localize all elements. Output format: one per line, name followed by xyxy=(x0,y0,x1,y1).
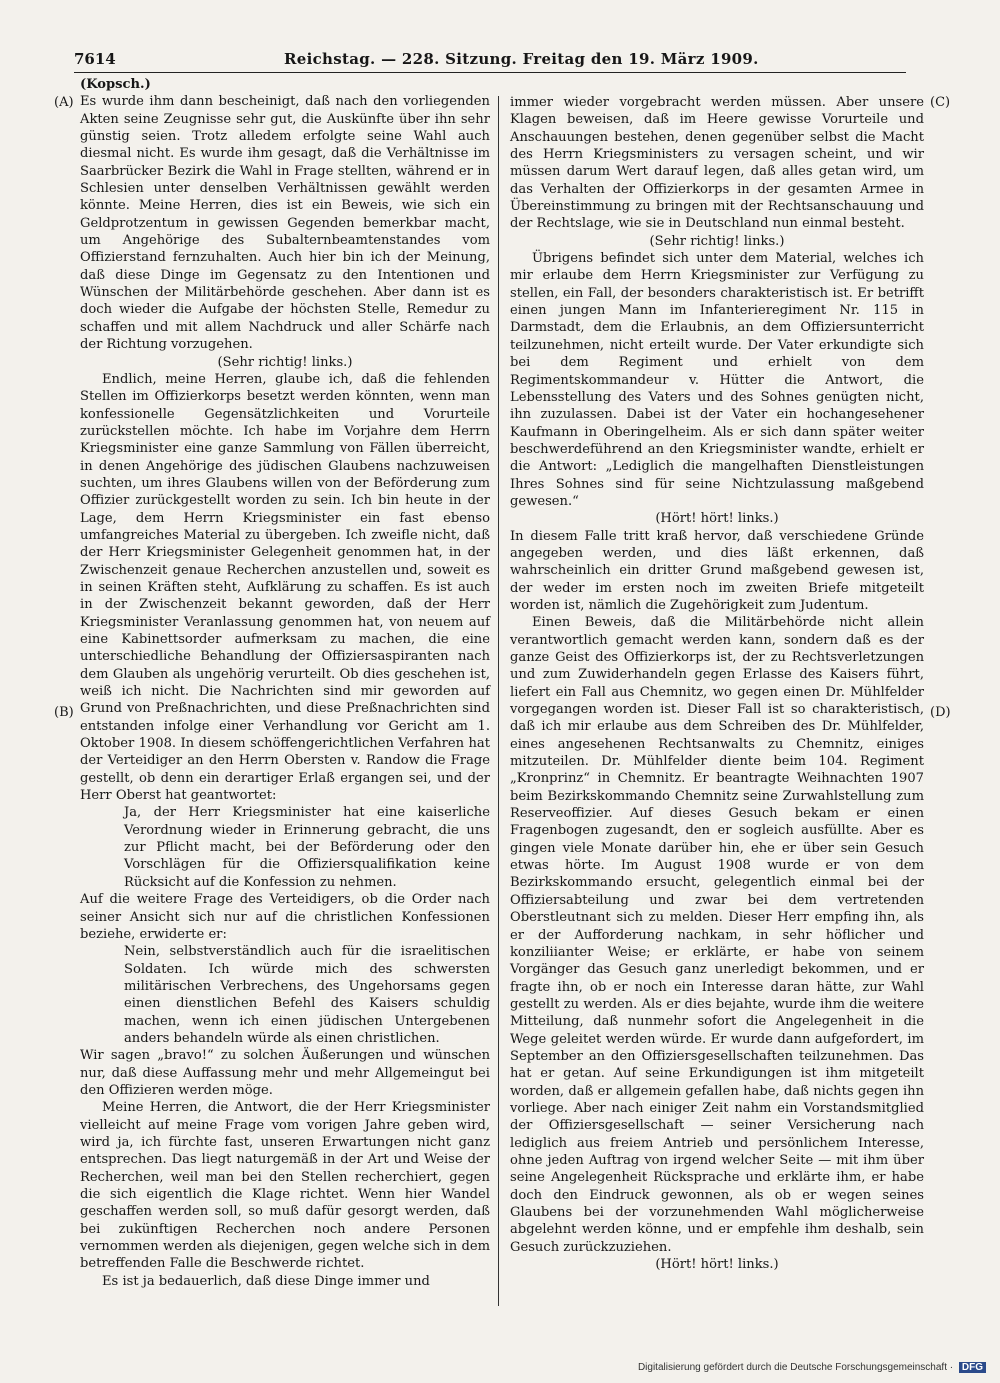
paragraph: immer wieder vorgebracht werden müssen. Aber unsere Klagen beweisen, daß im Heere gewisse Vorurteile und Anschauungen bestehen, denen gegenüber selbst die Macht des Herrn Kriegsministers zu versagen scheint, und wir müssen darum Wert darauf legen, daß alles getan wird, um das Verhalten der Offizierkorps in der gesamten Armee in Übereinstimmung zu bringen mit der Rechtsanschauung und der Rechtslage, wie sie in Deutschland nun einmal besteht. xyxy=(510,95,924,232)
margin-marker-b: (B) xyxy=(54,705,74,720)
margin-marker-d: (D) xyxy=(930,705,951,720)
interjection: (Sehr richtig! links.) xyxy=(217,354,353,370)
block-quote: Nein, selbstverständlich auch für die israelitischen Soldaten. Ich würde mich des schwersten militärischen Verbrechens, des Ungehorsams gegen einen dienstlichen Befehl des Kaisers schuldig machen, wenn ich einen jüdischen Untergebenen anders behandeln würde als einen christlichen. xyxy=(124,944,490,1046)
digitization-credit xyxy=(638,1362,986,1373)
paragraph: In diesem Falle tritt kraß hervor, daß verschiedene Gründe angegeben werden, und dies läßt erkennen, daß wahrscheinlich ein dritter Grund maßgebend gewesen ist, der weder im ersten noch im zweiten Briefe mitgeteilt worden ist, nämlich die Zugehörigkeit zum Judentum. xyxy=(510,528,924,613)
paragraph: Übrigens befindet sich unter dem Material, welches ich mir erlaube dem Herrn Kriegsminister zur Verfügung zu stellen, ein Fall, der besonders charakteristisch ist. Er betrifft einen jungen Mann im Infanterieregiment Nr. 115 in Darmstadt, dem die Erlaubnis, an dem Offiziersunterricht teilzunehmen, nicht erteilt wurde. Der Vater erkundigte sich bei dem Regiment und erhielt von dem Regimentskommandeur v. Hütter die Antwort, die Lebensstellung des Vaters und des Sohnes genügten nicht, ihn zuzulassen. Dabei ist der Vater ein hochangesehener Kaufmann in Oberingelheim. Als er sich dann später weiter beschwerdeführend an den Kriegsminister wandte, erhielt er die Antwort: „Lediglich die mangelhaften Dienstleistungen Ihres Sohnes sind für seine Nichtzulassung maßgebend gewesen.“ xyxy=(510,251,924,509)
paragraph: Einen Beweis, daß die Militärbehörde nicht allein verantwortlich gemacht werden kann, sondern daß es der ganze Geist des Offizierkorps ist, der zu Rechtsverletzungen und zum Zuwiderhandeln gegen Erlasse des Kaisers führt, liefert ein Fall aus Chemnitz, wo gegen einen Dr. Mühlfelder vorgegangen worden ist. Dieser Fall ist so charakteristisch, daß ich mir erlaube aus dem Schreiben des Dr. Mühlfelder, eines angesehenen Rechtsanwalts zu Chemnitz, einiges mitzuteilen. Dr. Mühlfelder diente beim 104. Regiment „Kronprinz“ in Chemnitz. Er beantragte Weihnachten 1907 beim Bezirkskommando Chemnitz seine Zurwahlstellung zum Reserveoffizier. Auf dieses Gesuch bekam er einen Fragenbogen zugesandt, den er sogleich ausfüllte. Aber es gingen viele Monate darüber hin, ehe er über sein Gesuch etwas hörte. Im August 1908 wurde er von dem Bezirkskommando ersucht, gelegentlich einmal bei der Offiziersabteilung und zwar bei dem vertretenden Oberstleutnant sich zu melden. Dieser Herr empfing ihn, als er der Aufforderung nachkam, in sehr höflicher und konziliianter Weise; er erklärte, er habe von seinem Vorgänger das Gesuch ganz unerledigt bekommen, und er fragte ihn, ob er noch ein Interesse daran hätte, zur Wahl gestellt zu werden. Als er dies bejahte, wurde ihm die weitere Mitteilung, daß nunmehr sofort die Angelegenheit in die Wege geleitet werden würde. Er wurde dann aufgefordert, im September an den Offiziersgesellschaften teilzunehmen. Das hat er getan. Auf seine Erkundigungen ist ihm mitgeteilt worden, daß er allgemein gefallen habe, daß nichts gegen ihn vorliege. Aber nach einiger Zeit nahm ein Vorstandsmitglied der Offiziersgesellschaft — seiner Versicherung nach lediglich aus freiem Antrieb und persönlichem Interesse, ohne jeden Auftrag von irgend welcher Seite — mit ihm über seine Angelegenheit Rücksprache und erklärte ihm, er habe doch den Eindruck gewonnen, als ob er wegen seines Glaubens bei der vorzunehmenden Wahl möglicherweise abgelehnt werden könne, und er empfehle ihm deshalb, sein Gesuch zurückzuziehen. xyxy=(510,615,924,1255)
page-number: 7614 xyxy=(74,50,116,68)
margin-marker-c: (C) xyxy=(930,95,951,110)
credit-text: Digitalisierung gefördert durch die Deutsche Forschungsgemeinschaft · xyxy=(637,1362,954,1373)
page-header xyxy=(74,50,906,72)
paragraph: Es ist ja bedauerlich, daß diese Dinge immer und xyxy=(102,1273,430,1289)
interjection: (Hört! hört! links.) xyxy=(655,1257,779,1273)
paragraph: Auf die weitere Frage des Verteidigers, ob die Order nach seiner Ansicht sich nur auf die christlichen Konfessionen beziehe, erwiderte er: xyxy=(80,892,490,942)
left-column xyxy=(80,76,490,1290)
page-running-title: Reichstag. — 228. Sitzung. Freitag den 19. März 1909. xyxy=(284,50,759,68)
margin-marker-a: (A) xyxy=(54,95,74,110)
paragraph: Es wurde ihm dann bescheinigt, daß nach den vorliegenden Akten seine Zeugnisse sehr gut, die Auskünfte über ihn sehr günstig seien. Trotz alledem erfolgte seine Wahl auch diesmal nicht. Es wurde ihm gesagt, daß die Verhältnisse im Saarbrücker Bezirk die Wahl in Frage stellten, während er in Schlesien unter denselben Verhältnissen gewählt werden könnte. Meine Herren, dies ist ein Beweis, wie sich ein Geldprotzentum in gewissen Gegenden bemerkbar macht, um Angehörige des Subalternbeamtenstandes vom Offizierstand fernzuhalten. Auch hier bin ich der Meinung, daß diese Dinge im Gegensatz zu den Intentionen und Wünschen der Militärbehörde geschehen. Aber dann ist es doch wieder die Aufgabe der höchsten Stelle, Remedur zu schaffen und mit allem Nachdruck und aller Schärfe nach der Richtung vorzugehen. xyxy=(80,94,490,353)
paragraph: Endlich, meine Herren, glaube ich, daß die fehlenden Stellen im Offizierkorps besetzt werden könnten, wenn man konfessionelle Gegensätzlichkeiten und Vorurteile zurückstellen möchte. Ich habe im Vorjahre dem Herrn Kriegsminister eine ganze Sammlung von Fällen überreicht, in denen Angehörige des jüdischen Glaubens nachzuweisen suchten, um ihres Glaubens willen von der Beförderung zum Offizier zurückgestellt worden zu sein. Ich bin heute in der Lage, dem Herrn Kriegsminister ein fast ebenso umfangreiches Material zu übergeben. Ich zweifle nicht, daß der Herr Kriegsminister Gelegenheit genommen hat, in der Zwischenzeit genaue Recherchen anzustellen und, soweit es in seinen Kräften steht, Aufklärung zu schaffen. Es ist auch in der Zwischenzeit bekannt geworden, daß der Herr Kriegsminister Veranlassung genommen hat, von neuem auf eine Kabinettsorder aufmerksam zu machen, die eine unterschiedliche Behandlung der Offiziersaspiranten nach dem Glauben als ungehörig verurteilt. Ob dies geschehen ist, weiß ich nicht. Die Nachrichten sind mir geworden auf Grund von Preßnachrichten, und diese Preßnachrichten sind entstanden infolge einer Verhandlung vor Gericht am 1. Oktober 1908. In diesem schöffengerichtlichen Verfahren hat der Verteidiger an den Herrn Obersten v. Randow die Frage gestellt, ob denn ein derartiger Erlaß ergangen sei, und der Herr Oberst hat geantwortet: xyxy=(80,371,490,804)
column-divider xyxy=(498,96,499,1306)
right-column xyxy=(510,94,924,1273)
paragraph: Meine Herren, die Antwort, die der Herr Kriegsminister vielleicht auf meine Frage vom vorigen Jahre geben wird, wird ja, ich fürchte fast, unseren Erwartungen nicht ganz entsprechen. Das liegt naturgemäß in der Art und Weise der Recherchen, weil man bei den Stellen recherchiert, gegen die sich eigentlich die Klage richtet. Wenn hier Wandel geschaffen werden soll, so muß dafür gesorgt werden, daß bei zukünftigen Recherchen noch andere Personen vernommen werden als diejenigen, gegen welche sich in dem betreffenden Falle die Beschwerde richtet. xyxy=(80,1100,490,1272)
paragraph: Wir sagen „bravo!“ zu solchen Äußerungen und wünschen nur, daß diese Auffassung mehr und mehr Allgemeingut bei den Offizieren werden möge. xyxy=(80,1048,490,1098)
dfg-logo: DFG xyxy=(959,1362,986,1373)
block-quote: Ja, der Herr Kriegsminister hat eine kaiserliche Verordnung wieder in Erinnerung gebracht, die uns zur Pflicht macht, bei der Beförderung oder den Vorschlägen für die Offiziersqualifikation keine Rücksicht auf die Konfession zu nehmen. xyxy=(124,805,490,890)
interjection: (Hört! hört! links.) xyxy=(655,511,779,527)
header-rule xyxy=(74,72,906,73)
interjection: (Sehr richtig! links.) xyxy=(649,233,785,249)
speaker-name: (Kopsch.) xyxy=(80,77,151,92)
